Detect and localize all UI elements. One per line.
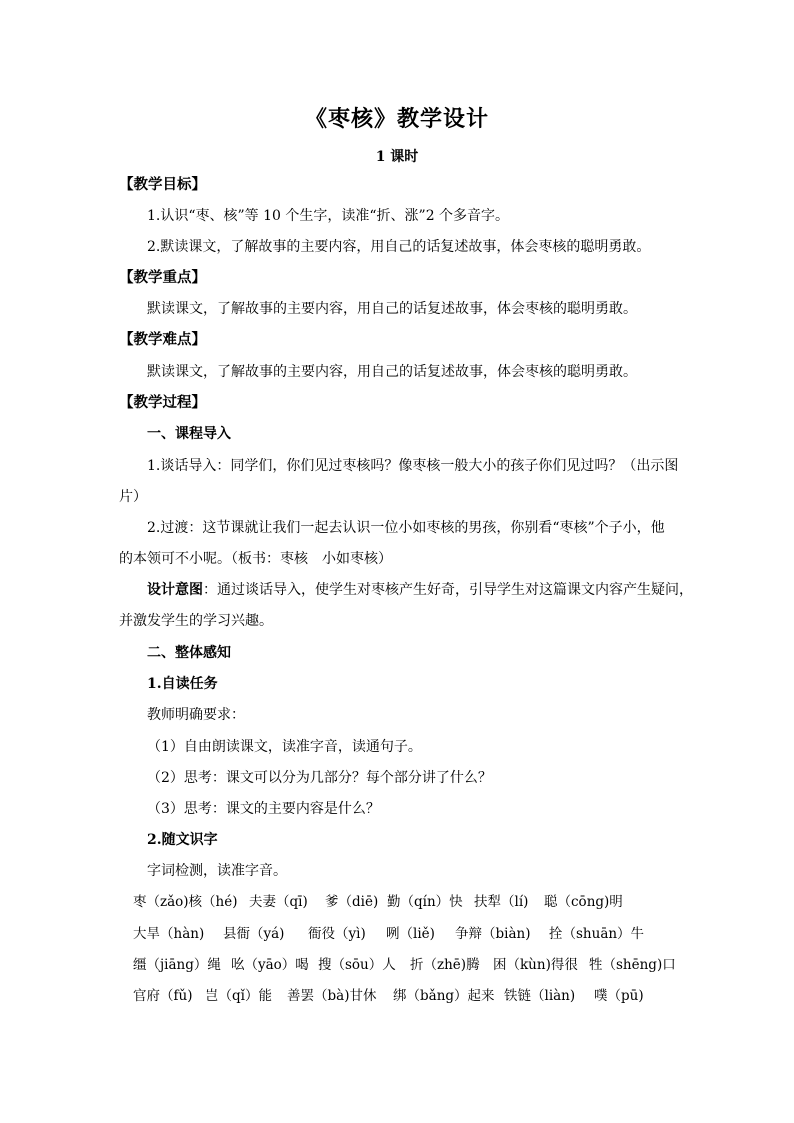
- pinyin-word: 枣（zǎo)核（hé): [133, 894, 238, 910]
- pinyin-word: 县衙（yá): [223, 926, 285, 942]
- requirement-2: （2）思考：课文可以分为几部分？每个部分讲了什么？: [147, 770, 492, 786]
- section-heading-key-points: 【教学重点】: [119, 269, 206, 286]
- requirement-3: （3）思考：课文的主要内容是什么？: [147, 801, 380, 817]
- pinyin-word: 拴（shuān）牛: [549, 926, 645, 942]
- pinyin-word: 折（zhē)腾: [410, 957, 480, 973]
- pinyin-word: 夫妻（qī): [249, 894, 308, 910]
- intro-step-1-line-1: 1.谈话导入：同学们，你们见过枣核吗？像枣核一般大小的孩子你们见过吗？（出示图: [147, 458, 679, 474]
- goal-item-1: 1.认识“枣、核”等 10 个生字，读准“折、涨”2 个多音字。: [147, 208, 510, 224]
- intro-step-1-line-2: 片）: [119, 489, 147, 505]
- pinyin-word: 牲（shēng)口: [589, 957, 676, 973]
- pinyin-word: 善罢（bà)甘休: [287, 988, 377, 1004]
- pinyin-word: 缰（jiāng）绳: [133, 957, 221, 973]
- pinyin-word: 大旱（hàn): [133, 926, 205, 942]
- design-intent-label: 设计意图: [147, 582, 203, 598]
- pinyin-word: 衙役（yì): [308, 926, 366, 942]
- pinyin-word: 岂（qǐ）能: [205, 988, 272, 1004]
- document-title: 《枣核》教学设计: [304, 106, 489, 132]
- pinyin-word: 咧（liě): [386, 926, 435, 942]
- pinyin-word: 绑（bǎng）起来: [393, 988, 495, 1004]
- word-check-instruction: 字词检测，读准字音。: [147, 863, 287, 879]
- document-subtitle: 1 课时: [375, 149, 419, 165]
- design-intent-line-1: [147, 580, 693, 600]
- design-intent-line-2: 并激发学生的学习兴趣。: [119, 613, 273, 629]
- section-heading-difficulties: 【教学难点】: [119, 331, 206, 348]
- pinyin-word: 困（kùn)得很: [493, 957, 578, 973]
- key-points-text: 默读课文，了解故事的主要内容，用自己的话复述故事，体会枣核的聪明勇敢。: [147, 301, 637, 317]
- teacher-requirements: 教师明确要求：: [147, 707, 245, 723]
- section-heading-process: 【教学过程】: [119, 394, 206, 411]
- pinyin-word: 吆（yāo）喝: [231, 957, 309, 973]
- pinyin-word: 爹（diē): [325, 894, 379, 910]
- pinyin-word: 扶犁（lí): [474, 894, 529, 910]
- pinyin-word: 噗（pū): [594, 988, 644, 1004]
- pinyin-word: 争辩（biàn): [455, 926, 531, 942]
- design-intent-text: ：通过谈话导入，使学生对枣核产生好奇，引导学生对这篇课文内容产生疑问，: [203, 582, 693, 598]
- intro-step-2-line-2: 的本领可不小呢。（板书：枣核 小如枣核）: [119, 551, 392, 567]
- difficulties-text: 默读课文，了解故事的主要内容，用自己的话复述故事，体会枣核的聪明勇敢。: [147, 364, 637, 380]
- goal-item-2: 2.默读课文，了解故事的主要内容，用自己的话复述故事，体会枣核的聪明勇敢。: [147, 239, 651, 255]
- intro-step-2-line-1: 2.过渡：这节课就让我们一起去认识一位小如枣核的男孩，你别看“枣核”个子小，他: [147, 520, 665, 536]
- pinyin-word: 搜（sōu）人: [318, 957, 396, 973]
- subheading-self-reading: 1.自读任务: [147, 676, 218, 692]
- requirement-1: （1）自由朗读课文，读准字音，读通句子。: [147, 739, 422, 755]
- section-heading-goals: 【教学目标】: [119, 176, 206, 193]
- pinyin-word: 聪（cōng)明: [544, 894, 623, 910]
- pinyin-word: 官府（fǔ): [133, 988, 193, 1004]
- pinyin-word: 铁链（liàn): [504, 988, 576, 1004]
- part-heading-intro: 一、课程导入: [147, 426, 231, 442]
- part-heading-overview: 二、整体感知: [147, 645, 231, 661]
- subheading-word-study: 2.随文识字: [147, 832, 218, 848]
- pinyin-word: 勤（qín）快: [387, 894, 463, 910]
